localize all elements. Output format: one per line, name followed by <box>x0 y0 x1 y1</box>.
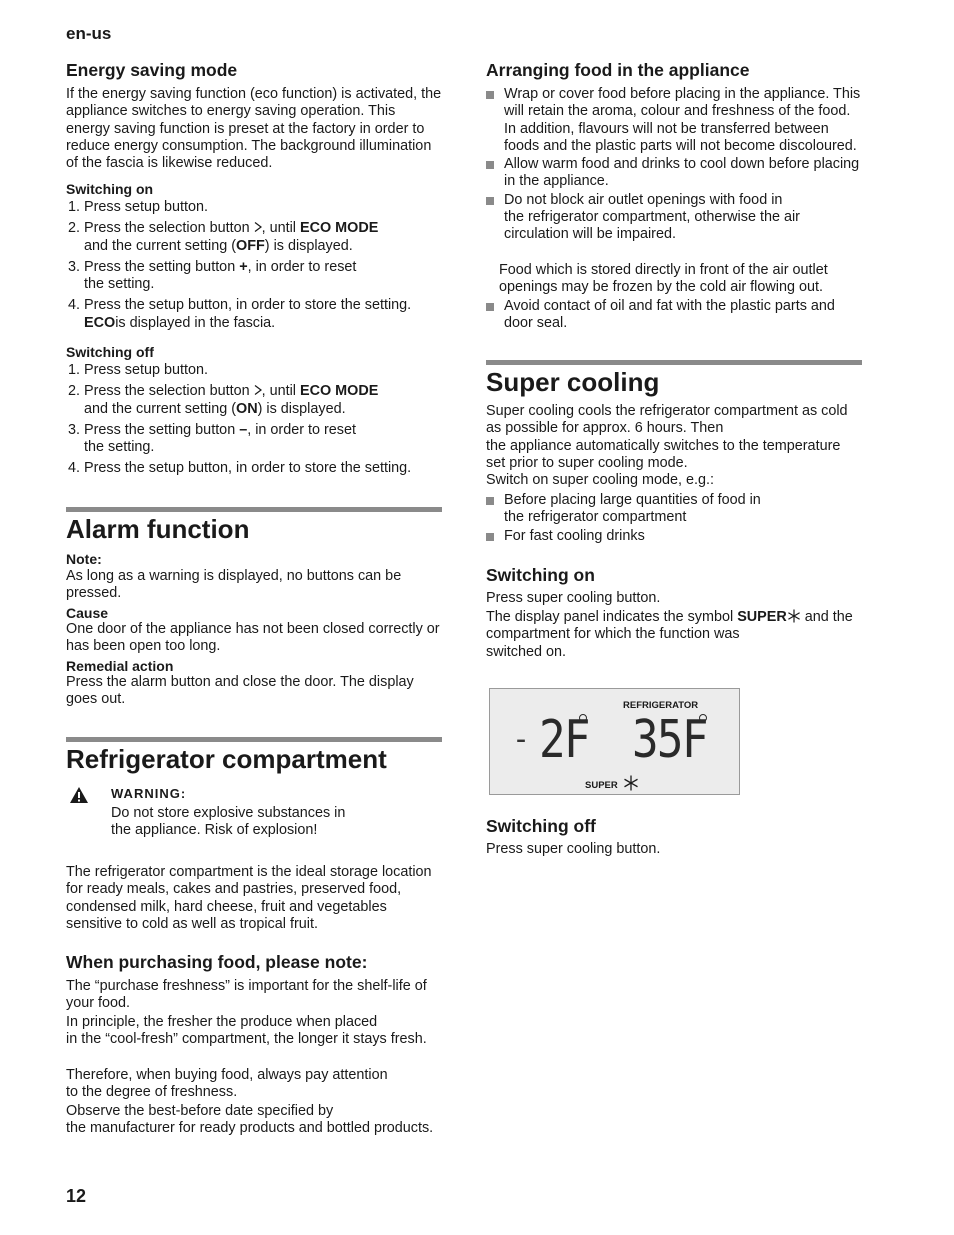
super-cooling-item-1: Before placing large quantities of food in the refrigerator compartment <box>486 492 862 527</box>
display-temp-left: 2F <box>539 710 589 770</box>
arranging-item-3: Do not block air outlet openings with food in the refrigerator compartment, otherwise the air circulation will be impaired. <box>486 192 862 244</box>
arranging-item-1: Wrap or cover food before placing in the appliance. This will retain the aroma, colour and freshness of the food. In addition, flavours will not be transferred between foods and the plastic parts will not become discoloured. <box>486 86 862 155</box>
energy-on-step-3: 3. Press the setting button +, in order to reset the setting. <box>68 258 357 293</box>
section-divider <box>486 360 862 365</box>
language-code: en-us <box>66 24 112 43</box>
section-divider <box>66 737 442 742</box>
display-super-label: SUPER <box>585 780 618 791</box>
purchasing-para-4: Observe the best-before date specified by the manufacturer for ready products and bottled products. <box>66 1103 434 1137</box>
warning-triangle-icon <box>69 786 89 804</box>
purchasing-heading: When purchasing food, please note: <box>66 952 368 972</box>
energy-on-step-2: 2. Press the selection button , until ECO MODE and the current setting (OFF) is displayed. <box>68 220 379 254</box>
energy-on-step-4: 4. Press the setup button, in order to store the setting. ECOis displayed in the fascia. <box>68 297 412 331</box>
energy-off-step-1: 1. Press setup button. <box>68 362 208 378</box>
energy-on-heading: Switching on <box>66 181 154 197</box>
super-cooling-item-2: For fast cooling drinks <box>486 528 862 545</box>
alarm-note-label: Note: <box>66 551 102 567</box>
energy-off-step-4: 4. Press the setup button, in order to store the setting. <box>68 460 412 477</box>
alarm-cause-label: Cause <box>66 605 109 621</box>
degree-icon <box>579 714 587 722</box>
energy-off-heading: Switching off <box>66 344 154 360</box>
super-cooling-intro: Super cooling cools the refrigerator compartment as cold as possible for approx. 6 hours. Then the appliance automatically switches to the temperature set prior to super cooling mode. Switch on super cooling mode, e.g.: <box>486 403 848 489</box>
purchasing-para-2: In principle, the fresher the produce when placed in the “cool-fresh” compartment, the longer it stays fresh. <box>66 1014 427 1048</box>
display-temp-right: 35F <box>632 710 707 770</box>
energy-on-step-1: 1. Press setup button. <box>68 199 208 215</box>
alarm-heading: Alarm function <box>66 514 250 544</box>
warning-label: WARNING: <box>111 786 187 801</box>
arranging-list <box>486 86 862 244</box>
super-on-para-2: The display panel indicates the symbol SUPER and the compartment for which the function was switched on. <box>486 609 853 660</box>
super-off-para-1: Press super cooling button. <box>486 841 661 857</box>
alarm-cause-text: One door of the appliance has not been closed correctly or has been open too long. <box>66 621 440 655</box>
purchasing-para-1: The “purchase freshness” is important for the shelf-life of your food. <box>66 978 427 1012</box>
alarm-remedy-label: Remedial action <box>66 658 174 674</box>
alarm-note-text: As long as a warning is displayed, no buttons can be pressed. <box>66 568 402 602</box>
chevron-right-icon <box>254 385 262 395</box>
display-refrigerator-label: REFRIGERATOR <box>623 700 699 711</box>
warning-text: Do not store explosive substances in the appliance. Risk of explosion! <box>111 805 346 839</box>
arranging-item-2: Allow warm food and drinks to cool down before placing in the appliance. <box>486 156 862 191</box>
section-divider <box>66 507 442 512</box>
snowflake-icon <box>623 775 639 791</box>
arranging-note: Food which is stored directly in front of the air outlet openings may be frozen by the cold air flowing out. <box>499 262 828 296</box>
energy-saving-intro: If the energy saving function (eco function) is activated, the appliance switches to energy saving operation. This energy saving function is preset at the factory in order to reduce energy consumption. The background illumination of the fascia is likewise reduced. <box>66 86 442 172</box>
display-panel-illustration <box>489 688 740 795</box>
super-off-heading: Switching off <box>486 816 596 836</box>
energy-off-steps <box>66 362 442 478</box>
display-dash: - <box>512 722 531 757</box>
arranging-heading: Arranging food in the appliance <box>486 60 750 80</box>
energy-off-step-3: 3. Press the setting button –, in order to reset the setting. <box>68 421 356 456</box>
super-on-para-1: Press super cooling button. <box>486 590 661 606</box>
arranging-item-4: Avoid contact of oil and fat with the plastic parts and door seal. <box>486 298 862 333</box>
refrigerator-heading: Refrigerator compartment <box>66 744 387 774</box>
refrigerator-intro: The refrigerator compartment is the ideal storage location for ready meals, cakes and pastries, preserved food, condensed milk, hard cheese, fruit and vegetables sensitive to cold as well as tropical fruit. <box>66 864 432 932</box>
energy-off-step-2: 2. Press the selection button , until ECO MODE and the current setting (ON) is displayed. <box>68 383 379 417</box>
alarm-remedy-text: Press the alarm button and close the door. The display goes out. <box>66 674 414 708</box>
super-cooling-heading: Super cooling <box>486 367 660 397</box>
purchasing-para-3: Therefore, when buying food, always pay attention to the degree of freshness. <box>66 1067 388 1101</box>
degree-icon <box>699 714 707 722</box>
snowflake-icon <box>787 609 801 623</box>
arranging-list-2 <box>486 298 862 333</box>
warning-box <box>66 784 442 844</box>
chevron-right-icon <box>254 222 262 232</box>
energy-on-steps <box>66 199 442 332</box>
energy-saving-heading: Energy saving mode <box>66 60 238 80</box>
super-on-heading: Switching on <box>486 565 595 585</box>
page-number: 12 <box>66 1186 87 1206</box>
super-cooling-list <box>486 492 862 545</box>
